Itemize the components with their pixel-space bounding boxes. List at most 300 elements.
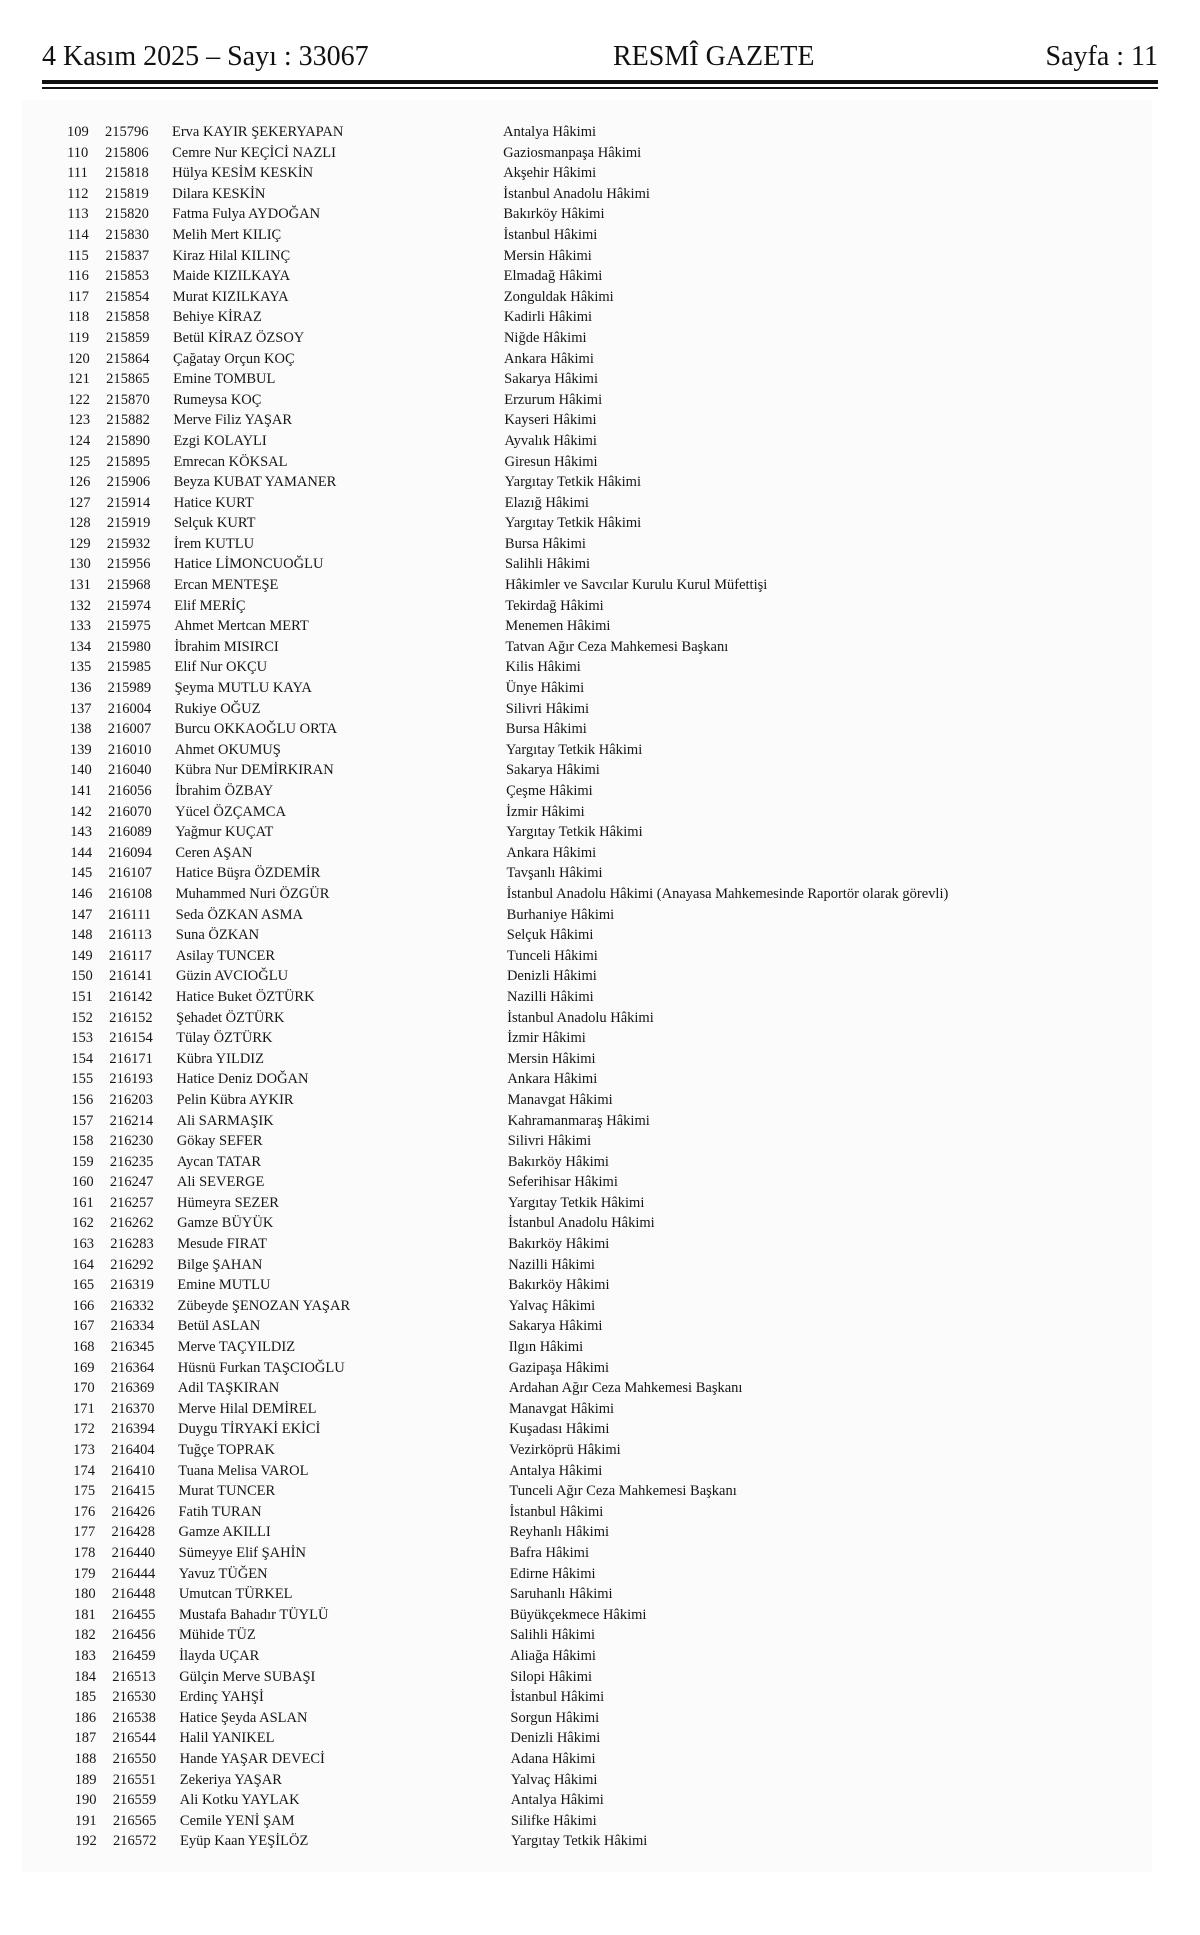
assigned-position: Antalya Hâkimi — [503, 124, 597, 140]
table-row — [7, 1687, 1200, 1708]
assigned-position: Silivri Hâkimi — [505, 700, 590, 717]
assigned-position: Yalvaç Hâkimi — [510, 1771, 598, 1788]
row-number: 169 — [72, 1359, 95, 1376]
full-name: İlayda UÇAR — [179, 1647, 260, 1664]
registry-number: 215865 — [106, 371, 150, 388]
assigned-position: Tavşanlı Hâkimi — [506, 865, 603, 882]
registry-number: 216448 — [111, 1586, 156, 1603]
full-name: Maide KIZILKAYA — [172, 268, 291, 285]
full-name: Betül KİRAZ ÖZSOY — [172, 329, 305, 346]
table-row — [3, 760, 1200, 781]
registry-number: 216235 — [109, 1153, 154, 1170]
registry-number: 216152 — [109, 1009, 153, 1026]
row-number: 137 — [69, 700, 92, 717]
header-rule-thin — [42, 87, 1158, 89]
table-row — [5, 1193, 1200, 1214]
registry-number: 215914 — [106, 494, 151, 511]
row-number: 134 — [69, 638, 92, 655]
row-number: 151 — [71, 988, 93, 1005]
full-name: Hande YAŞAR DEVECİ — [179, 1750, 325, 1767]
table-row — [5, 1213, 1200, 1234]
full-name: Hatice KURT — [173, 494, 254, 511]
assigned-position: Tunceli Ağır Ceza Mahkemesi Başkanı — [509, 1483, 737, 1500]
row-number: 183 — [74, 1647, 96, 1664]
row-number: 188 — [74, 1750, 97, 1767]
assigned-position: Adana Hâkimi — [510, 1750, 596, 1767]
row-number: 115 — [67, 247, 89, 264]
full-name: Yücel ÖZÇAMCA — [175, 803, 286, 820]
table-row — [2, 596, 1200, 617]
table-row — [7, 1708, 1200, 1729]
row-number: 181 — [73, 1606, 96, 1623]
table-row — [4, 987, 1200, 1008]
row-number: 143 — [70, 824, 93, 841]
full-name: Ceren AŞAN — [175, 844, 253, 861]
full-name: Tülay ÖZTÜRK — [176, 1030, 273, 1047]
registry-number: 216141 — [108, 968, 153, 985]
table-row — [6, 1378, 1200, 1399]
row-number: 152 — [71, 1009, 93, 1026]
row-number: 170 — [72, 1380, 95, 1397]
registry-number: 215806 — [105, 144, 149, 161]
assigned-position: Yargıtay Tetkik Hâkimi — [505, 741, 643, 758]
registry-number: 215818 — [105, 165, 149, 182]
assigned-position: Nazilli Hâkimi — [508, 1256, 595, 1273]
registry-number: 216440 — [111, 1544, 156, 1561]
publication-title: RESMÎ GAZETE — [613, 41, 815, 72]
row-number: 156 — [71, 1091, 94, 1108]
assigned-position: Gazipaşa Hâkimi — [508, 1359, 610, 1376]
full-name: Murat TUNCER — [178, 1483, 276, 1500]
assigned-position: Selçuk Hâkimi — [506, 927, 594, 944]
row-number: 176 — [73, 1503, 96, 1520]
registry-number: 216010 — [107, 741, 152, 758]
registry-number: 216111 — [108, 906, 152, 923]
table-row — [3, 822, 1200, 843]
assigned-position: Bakırköy Hâkimi — [508, 1236, 610, 1253]
assigned-position: Ardahan Ağır Ceza Mahkemesi Başkanı — [508, 1380, 743, 1397]
full-name: Selçuk KURT — [173, 515, 256, 532]
full-name: Cemile YENİ ŞAM — [179, 1812, 295, 1829]
table-row — [0, 204, 1200, 225]
table-row — [7, 1522, 1200, 1543]
assigned-position: Yalvaç Hâkimi — [508, 1297, 596, 1314]
registry-number: 216426 — [111, 1503, 155, 1520]
table-row — [3, 678, 1200, 699]
assigned-position: Ünye Hâkimi — [505, 680, 585, 697]
full-name: Melih Mert KILIÇ — [172, 226, 282, 243]
row-number: 144 — [70, 844, 93, 861]
table-row — [2, 575, 1200, 596]
full-name: Rukiye OĞUZ — [174, 700, 261, 717]
row-number: 114 — [67, 226, 89, 243]
table-row — [0, 143, 1200, 164]
registry-number: 216203 — [109, 1091, 154, 1108]
registry-number: 216332 — [110, 1297, 154, 1314]
assigned-position: İstanbul Hâkimi — [510, 1689, 605, 1706]
registry-number: 216154 — [109, 1030, 153, 1047]
full-name: Hatice Şeyda ASLAN — [179, 1709, 308, 1726]
table-row — [3, 740, 1200, 761]
assigned-position: Reyhanlı Hâkimi — [509, 1524, 610, 1541]
row-number: 145 — [70, 865, 93, 882]
assigned-position: Manavgat Hâkimi — [508, 1400, 615, 1417]
row-number: 110 — [67, 144, 89, 161]
table-row — [1, 390, 1200, 411]
row-number: 180 — [73, 1586, 96, 1603]
registry-number: 215906 — [106, 474, 151, 491]
table-row — [1, 349, 1200, 370]
row-number: 113 — [67, 206, 89, 223]
full-name: Emrecan KÖKSAL — [173, 453, 288, 470]
full-name: Fatma Fulya AYDOĞAN — [172, 206, 321, 223]
table-row — [1, 246, 1200, 267]
row-number: 125 — [68, 453, 91, 470]
row-number: 158 — [71, 1133, 94, 1150]
table-row — [3, 781, 1200, 802]
table-row — [1, 328, 1200, 349]
assigned-position: Gaziosmanpaşa Hâkimi — [503, 144, 642, 161]
row-number: 139 — [69, 741, 92, 758]
full-name: Hatice LİMONCUOĞLU — [174, 556, 324, 573]
full-name: Mesude FIRAT — [177, 1236, 268, 1253]
registry-number: 215932 — [106, 535, 151, 552]
table-row — [2, 493, 1200, 514]
registry-number: 216142 — [109, 988, 153, 1005]
assigned-position: Menemen Hâkimi — [505, 618, 611, 635]
assigned-position: Salihli Hâkimi — [505, 556, 591, 573]
assigned-position: Kadirli Hâkimi — [503, 309, 593, 326]
registry-number: 216007 — [107, 721, 152, 738]
table-row — [1, 431, 1200, 452]
registry-number: 215819 — [105, 185, 149, 202]
row-number: 147 — [70, 906, 93, 923]
table-row — [7, 1646, 1200, 1667]
registry-number: 216415 — [111, 1483, 155, 1500]
issue-date-and-number: 4 Kasım 2025 – Sayı : 33067 — [42, 41, 369, 72]
row-number: 146 — [70, 885, 93, 902]
table-row — [5, 1131, 1200, 1152]
table-row — [3, 802, 1200, 823]
assigned-position: Silopi Hâkimi — [510, 1668, 593, 1685]
registry-number: 216428 — [111, 1524, 156, 1541]
registry-number: 216214 — [109, 1112, 154, 1129]
row-number: 133 — [69, 618, 92, 635]
registry-number: 216107 — [108, 865, 152, 882]
table-row — [6, 1502, 1200, 1523]
row-number: 153 — [71, 1030, 93, 1047]
full-name: Cemre Nur KEÇİCİ NAZLI — [172, 144, 336, 161]
full-name: Ali Kotku YAYLAK — [179, 1792, 300, 1809]
row-number: 132 — [69, 597, 91, 614]
assigned-position: Seferihisar Hâkimi — [507, 1174, 618, 1191]
assigned-position: Mersin Hâkimi — [503, 247, 592, 264]
registry-number: 216089 — [108, 824, 152, 841]
row-number: 138 — [69, 721, 92, 738]
row-number: 140 — [69, 762, 92, 779]
row-number: 161 — [72, 1194, 94, 1211]
row-number: 121 — [68, 371, 90, 388]
row-number: 155 — [71, 1071, 94, 1088]
row-number: 149 — [70, 947, 93, 964]
assigned-position: Büyükçekmece Hâkimi — [509, 1606, 647, 1623]
registry-number: 215830 — [105, 226, 149, 243]
table-row — [8, 1728, 1200, 1749]
full-name: Behiye KİRAZ — [172, 309, 262, 326]
registry-number: 216230 — [109, 1133, 154, 1150]
full-name: Merve TAÇYILDIZ — [177, 1339, 296, 1356]
assigned-position: Sorgun Hâkimi — [510, 1709, 600, 1726]
assigned-position: Antalya Hâkimi — [509, 1462, 603, 1479]
registry-number: 216370 — [110, 1400, 155, 1417]
registry-number: 215968 — [107, 577, 151, 594]
table-row — [3, 657, 1200, 678]
table-row — [5, 1275, 1200, 1296]
table-row — [5, 1090, 1200, 1111]
full-name: Erdinç YAHŞİ — [179, 1689, 264, 1706]
registry-number: 215980 — [107, 638, 151, 655]
row-number: 150 — [70, 968, 93, 985]
table-row — [6, 1316, 1200, 1337]
assigned-position: Vezirköprü Hâkimi — [509, 1442, 621, 1458]
row-number: 119 — [67, 329, 90, 346]
full-name: Yağmur KUÇAT — [175, 824, 274, 841]
row-number: 174 — [73, 1462, 96, 1479]
registry-number: 215820 — [105, 206, 149, 223]
full-name: Sümeyye Elif ŞAHİN — [178, 1544, 306, 1561]
full-name: Seda ÖZKAN ASMA — [175, 906, 303, 923]
full-name: Tuğçe TOPRAK — [178, 1442, 275, 1458]
registry-number: 215864 — [106, 350, 150, 367]
registry-number: 215975 — [107, 618, 151, 635]
assigned-position: Sakarya Hâkimi — [505, 762, 600, 779]
registry-number: 216113 — [108, 927, 152, 944]
assigned-position: Silivri Hâkimi — [507, 1133, 592, 1150]
assigned-position: Saruhanlı Hâkimi — [509, 1586, 613, 1603]
full-name: Hümeyra SEZER — [177, 1194, 279, 1211]
table-row — [4, 925, 1200, 946]
assigned-position: Bakırköy Hâkimi — [508, 1277, 610, 1294]
table-row — [8, 1770, 1200, 1791]
full-name: İbrahim MISIRCI — [174, 638, 279, 655]
row-number: 189 — [74, 1771, 97, 1788]
assigned-position: İstanbul Hâkimi — [503, 226, 598, 243]
table-row — [7, 1605, 1200, 1626]
assigned-position: Denizli Hâkimi — [510, 1730, 601, 1747]
registry-number: 215837 — [105, 247, 150, 264]
registry-number: 216550 — [112, 1750, 157, 1767]
table-row — [2, 513, 1200, 534]
full-name: Betül ASLAN — [177, 1318, 261, 1335]
registry-number: 216262 — [110, 1215, 154, 1232]
assigned-position: Edirne Hâkimi — [509, 1565, 596, 1582]
row-number: 190 — [74, 1792, 97, 1809]
registry-number: 216345 — [110, 1339, 155, 1356]
row-number: 129 — [68, 535, 91, 552]
assigned-position: Akşehir Hâkimi — [503, 165, 597, 182]
assigned-position: Ankara Hâkimi — [504, 350, 594, 367]
row-number: 177 — [73, 1524, 96, 1541]
table-row — [4, 966, 1200, 987]
assigned-position: Salihli Hâkimi — [510, 1627, 596, 1644]
full-name: Kübra YILDIZ — [176, 1050, 264, 1067]
full-name: Hüsnü Furkan TAŞCIOĞLU — [177, 1359, 345, 1376]
table-row — [2, 637, 1200, 658]
row-number: 171 — [72, 1400, 95, 1417]
table-row — [7, 1625, 1200, 1646]
full-name: Ahmet OKUMUŞ — [174, 741, 281, 758]
table-row — [3, 843, 1200, 864]
assigned-position: İstanbul Anadolu Hâkimi — [503, 185, 650, 202]
assigned-position: Bursa Hâkimi — [505, 721, 587, 738]
row-number: 142 — [70, 803, 92, 820]
full-name: Burcu OKKAOĞLU ORTA — [174, 721, 338, 738]
registry-number: 216283 — [110, 1236, 154, 1253]
table-row — [4, 905, 1200, 926]
row-number: 173 — [73, 1442, 95, 1458]
registry-number: 215859 — [105, 329, 150, 346]
full-name: Ercan MENTEŞE — [174, 577, 279, 594]
table-row — [0, 163, 1200, 184]
row-number: 191 — [74, 1812, 97, 1829]
table-row — [0, 122, 1200, 143]
assigned-position: Antalya Hâkimi — [510, 1792, 604, 1809]
registry-number: 216292 — [110, 1256, 154, 1273]
full-name: Gamze BÜYÜK — [177, 1215, 274, 1232]
row-number: 154 — [71, 1050, 94, 1067]
row-number: 163 — [72, 1236, 94, 1253]
row-number: 122 — [68, 391, 90, 408]
registry-number: 216513 — [112, 1668, 156, 1685]
registry-number: 216404 — [111, 1442, 155, 1458]
row-number: 112 — [67, 185, 89, 202]
table-row — [6, 1419, 1200, 1440]
registry-number: 215853 — [105, 268, 150, 285]
table-row — [5, 1172, 1200, 1193]
assigned-position: İstanbul Anadolu Hâkimi — [507, 1009, 654, 1026]
row-number: 157 — [71, 1112, 94, 1129]
full-name: Gamze AKILLI — [178, 1524, 271, 1541]
registry-number: 215985 — [107, 659, 152, 676]
assigned-position: Elmadağ Hâkimi — [503, 268, 603, 285]
assigned-position: Niğde Hâkimi — [503, 329, 587, 346]
full-name: Pelin Kübra AYKIR — [176, 1091, 294, 1108]
full-name: Hülya KESİM KESKİN — [172, 165, 314, 182]
full-name: Mühide TÜZ — [179, 1627, 256, 1644]
registry-number: 216572 — [113, 1833, 157, 1850]
full-name: Kübra Nur DEMİRKIRAN — [174, 762, 334, 779]
table-row — [1, 369, 1200, 390]
registry-number: 216040 — [107, 762, 152, 779]
full-name: Beyza KUBAT YAMANER — [173, 474, 337, 491]
row-number: 130 — [69, 556, 91, 573]
row-number: 166 — [72, 1297, 95, 1314]
registry-number: 216530 — [112, 1689, 156, 1706]
row-number: 165 — [72, 1277, 95, 1294]
table-row — [7, 1543, 1200, 1564]
table-row — [4, 1028, 1200, 1049]
full-name: Ahmet Mertcan MERT — [174, 618, 309, 635]
registry-number: 215919 — [106, 515, 151, 532]
registry-number: 216004 — [107, 700, 152, 717]
assigned-position: Ilgın Hâkimi — [508, 1339, 584, 1356]
full-name: Hatice Deniz DOĞAN — [176, 1071, 309, 1088]
assigned-position: Kilis Hâkimi — [505, 659, 581, 676]
full-name: Aycan TATAR — [176, 1153, 262, 1170]
full-name: Merve Filiz YAŞAR — [173, 412, 293, 429]
full-name: Şeyma MUTLU KAYA — [174, 680, 312, 697]
registry-number: 216070 — [108, 803, 152, 820]
table-row — [6, 1337, 1200, 1358]
full-name: Murat KIZILKAYA — [172, 288, 289, 305]
assigned-position: Tekirdağ Hâkimi — [505, 597, 604, 614]
assigned-position: Kayseri Hâkimi — [504, 412, 597, 429]
assigned-position: İstanbul Hâkimi — [509, 1503, 604, 1520]
full-name: Erva KAYIR ŞEKERYAPAN — [172, 124, 344, 140]
registry-number: 216544 — [112, 1730, 157, 1747]
table-row — [5, 1255, 1200, 1276]
registry-number: 215882 — [106, 412, 150, 429]
full-name: Dilara KESKİN — [172, 185, 266, 202]
registry-number: 216117 — [108, 947, 152, 964]
assigned-position: Aliağa Hâkimi — [510, 1647, 596, 1664]
registry-number: 216193 — [109, 1071, 153, 1088]
full-name: Muhammed Nuri ÖZGÜR — [175, 885, 330, 902]
registry-number: 215870 — [106, 391, 150, 408]
row-number: 175 — [73, 1483, 96, 1500]
registry-number: 215974 — [107, 597, 151, 614]
full-name: Suna ÖZKAN — [175, 927, 260, 944]
table-row — [1, 287, 1200, 308]
row-number: 164 — [72, 1256, 95, 1273]
table-row — [7, 1584, 1200, 1605]
row-number: 118 — [67, 309, 90, 326]
full-name: Ezgi KOLAYLI — [173, 432, 267, 449]
row-number: 148 — [70, 927, 93, 944]
registry-number: 216364 — [110, 1359, 155, 1376]
row-number: 160 — [71, 1174, 94, 1191]
assigned-position: Manavgat Hâkimi — [507, 1091, 613, 1108]
assigned-position: Kahramanmaraş Hâkimi — [507, 1112, 650, 1129]
assigned-position: Sakarya Hâkimi — [504, 371, 598, 388]
table-row — [4, 884, 1200, 905]
assigned-position: Bursa Hâkimi — [504, 535, 586, 552]
table-row — [8, 1749, 1200, 1770]
row-number: 182 — [74, 1627, 96, 1644]
assigned-position: Yargıtay Tetkik Hâkimi — [504, 515, 642, 532]
table-row — [1, 410, 1200, 431]
row-number: 141 — [70, 783, 92, 799]
row-number: 126 — [68, 474, 91, 491]
assigned-position: Tatvan Ağır Ceza Mahkemesi Başkanı — [505, 638, 729, 655]
registry-number: 216538 — [112, 1709, 156, 1726]
table-row — [6, 1358, 1200, 1379]
row-number: 116 — [67, 268, 89, 285]
full-name: Gökay SEFER — [176, 1133, 263, 1150]
assigned-position: Bakırköy Hâkimi — [503, 206, 605, 223]
full-name: Eyüp Kaan YEŞİLÖZ — [180, 1833, 309, 1850]
registry-number: 216247 — [109, 1174, 154, 1191]
assigned-position: Yargıtay Tetkik Hâkimi — [504, 474, 641, 491]
full-name: Güzin AVCIOĞLU — [175, 968, 289, 985]
full-name: Yavuz TÜĞEN — [178, 1565, 268, 1582]
table-row — [5, 1111, 1200, 1132]
full-name: Emine MUTLU — [177, 1277, 271, 1294]
table-row — [7, 1667, 1200, 1688]
assigned-position: Kuşadası Hâkimi — [509, 1421, 610, 1438]
row-number: 162 — [72, 1215, 94, 1232]
table-row — [4, 1069, 1200, 1090]
